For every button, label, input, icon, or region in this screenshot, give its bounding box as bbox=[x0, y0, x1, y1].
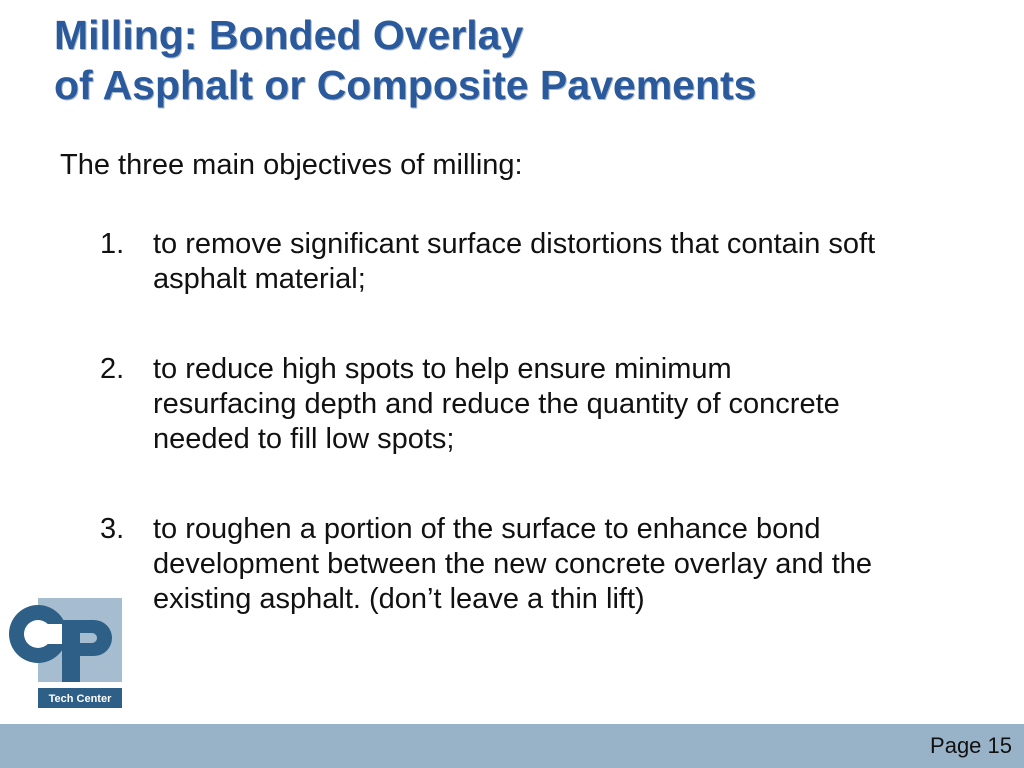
logo-caption: Tech Center bbox=[48, 693, 112, 705]
intro-text: The three main objectives of milling: bbox=[60, 149, 523, 181]
page-number: Page 15 bbox=[930, 733, 1012, 758]
objective-number: 1. bbox=[100, 228, 125, 260]
objective-number: 2. bbox=[100, 353, 125, 385]
slide-title bbox=[54, 10, 756, 110]
objective-text: to roughen a portion of the surface to enhance bond development between the new concrete overlay and the existing asphalt. (don’t leave a thin lift) bbox=[153, 513, 873, 615]
slide-title-line-2: of Asphalt or Composite Pavements bbox=[54, 62, 757, 108]
slide-title-line-1: Milling: Bonded Overlay bbox=[54, 12, 524, 58]
footer-bar bbox=[0, 724, 1024, 768]
objective-item bbox=[100, 512, 880, 617]
objective-text: to remove significant surface distortions that contain soft asphalt material; bbox=[153, 228, 876, 295]
objectives-list bbox=[100, 227, 880, 672]
objective-item bbox=[100, 352, 880, 457]
cp-tech-center-logo bbox=[8, 598, 122, 710]
objective-item bbox=[100, 227, 880, 297]
objective-text: to reduce high spots to help ensure minimum resurfacing depth and reduce the quantity of concrete needed to fill low spots; bbox=[153, 353, 840, 455]
objective-number: 3. bbox=[100, 513, 125, 545]
